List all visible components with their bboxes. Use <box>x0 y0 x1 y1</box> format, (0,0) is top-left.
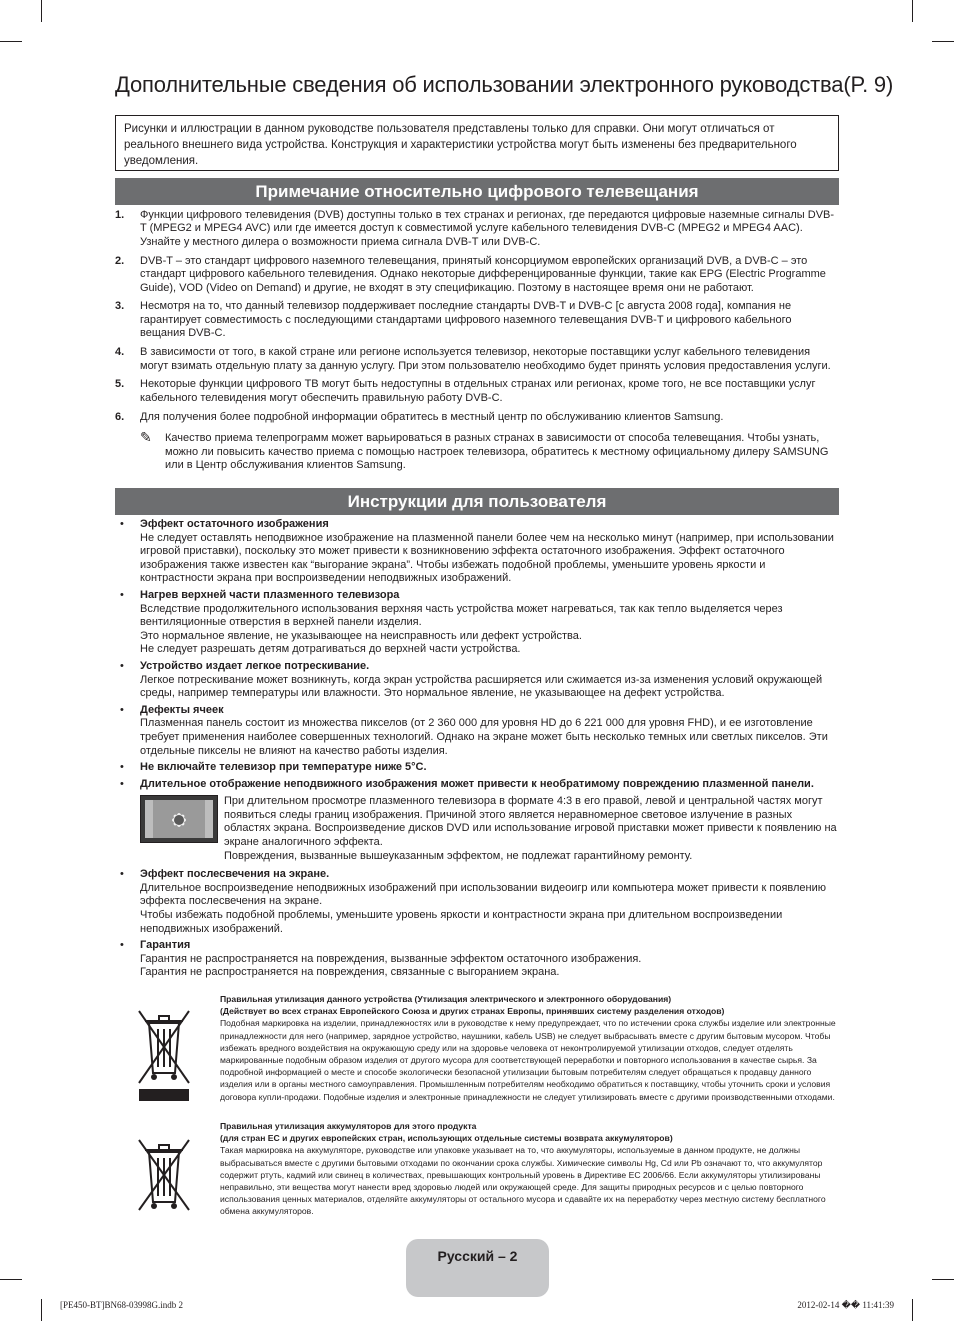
bullet-body: При длительном просмотре плазменного телевизора в формате 4:3 в его правой, левой и центральной частях могут появиться следы границ изображения. Причиной этого является неравномерное световое излучение в разных областях экрана. Воспроизведение дисков DVD или использование игровой приставки может привести к появлению на экране аналогичного эффекта. <box>224 795 837 849</box>
footer-timestamp: 2012-02-14 �� 11:41:39 <box>797 1300 894 1310</box>
bullet-icon: • <box>120 939 124 952</box>
section-heading-digital: Примечание относительно цифрового телевещания <box>115 178 839 205</box>
crop-mark <box>41 1299 42 1321</box>
note <box>115 429 839 472</box>
notice-box: Рисунки и иллюстрации в данном руководстве пользователя представлены только для справки. Они могут отличаться от реального внешнего вида устройства. Конструкция и характеристики устройства могут быть изменены без предварительного уведомления. <box>115 115 839 171</box>
item-number: 3. <box>115 300 125 313</box>
list-item <box>115 378 839 405</box>
page-number-tab: Русский – 2 <box>406 1239 549 1297</box>
pencil-icon: ✎ <box>140 429 152 446</box>
list-item <box>115 589 839 657</box>
battery-disposal-block <box>115 1120 839 1218</box>
bullet-icon: • <box>120 588 124 601</box>
list-item <box>115 660 839 701</box>
disposal-body: Подобная маркировка на изделии, принадлежностях или в руководстве к нему предупреждает, что по истечении срока службы изделие или электронные принадлежности для него (например, зарядное устройство, наушники, кабель USB) не следует выбрасывать вместе с другим бытовым мусором. Чтобы избежать вредного воздействия на окружающую среду или на здоровье человека от неконтролируемой утилизации отходов, следует отделять маркированные подобным образом изделия от другого мусора для соответствующей переработки и повторного использования в качестве сырья. За подробной информацией о месте и способе экологически безопасной утилизации бытовым потребителям следует обращаться к продавцу данного изделия или в органы местного самоуправления. Промышленным потребителям необходимо обратиться к поставщику, чтобы уточнить сроки и условия договора купли-продажи. Подобные изделия и электронные принадлежности не следует утилизировать вместе с другими производственными отходами. <box>220 1018 836 1102</box>
item-text: Некоторые функции цифрового ТВ могут быть недоступны в отдельных странах или регионах, кроме того, не все поставщики услуг кабельного телевидения могут обеспечить правильную работу DVB-C. <box>140 378 816 404</box>
note-text: Качество приема телепрограмм может варьироваться в разных странах в зависимости от способа телевещания. Чтобы узнать, можно ли повысить качество приема с помощью настроек телевизора, обратитесь к местному официальному дилеру SAMSUNG или в Центр обслуживания клиентов Samsung. <box>165 432 829 471</box>
list-item <box>115 939 839 980</box>
list-item <box>115 518 839 586</box>
bullet-body: Гарантия не распространяется на повреждения, вызванные эффектом остаточного изображения. <box>140 952 642 965</box>
list-item <box>115 300 839 340</box>
item-number: 5. <box>115 378 125 391</box>
item-text: Несмотря на то, что данный телевизор поддерживает последние стандарты DVB-T и DVB-C [с августа 2008 года], компания не гарантирует совместимость с последующими стандартами цифрового наземного телевещания DVB-T и цифрового кабельного вещания DVB-C. <box>140 300 792 340</box>
footer-file-info: [PE450-BT]BN68-03998G.indb 2 <box>60 1300 183 1310</box>
bullet-icon: • <box>120 868 124 881</box>
bullet-heading: Эффект остаточного изображения <box>140 518 329 530</box>
bullet-body: Длительное воспроизведение неподвижных изображений при использовании видеоигр или компьютера может привести к появлению эффекта послесвечения на экране. <box>140 881 827 908</box>
bullet-icon: • <box>120 659 124 672</box>
list-item <box>115 778 839 866</box>
bullet-icon: • <box>120 518 124 530</box>
instructions-list <box>115 518 839 983</box>
crop-mark <box>0 1279 22 1280</box>
bullet-body: Не следует оставлять неподвижное изображение на плазменной панели более чем на несколько минут (например, при использовании игровой приставки), поскольку это может привести к возникновению эффекта остаточного изображения. Эффект остаточного изображения также известен как “выгорание экрана”. Чтобы избежать подобной проблемы, уменьшите уровень яркости и контрастности экрана при воспроизведении неподвижных изображений. <box>140 531 834 585</box>
bullet-heading: Длительное отображение неподвижного изображения может привести к необратимому повреждению плазменной панели. <box>140 777 814 790</box>
crop-mark <box>912 1299 913 1321</box>
bullet-body: Это нормальное явление, не указывающее на неисправность или дефект устройства. <box>140 629 582 642</box>
disposal-title: Правильная утилизация данного устройства (Утилизация электрического и электронного оборудования) <box>220 994 672 1004</box>
list-item <box>115 704 839 758</box>
crop-mark <box>41 0 42 22</box>
disposal-subtitle: (для стран ЕС и других европейских стран, использующих отдельные системы возврата аккумуляторов) <box>220 1133 673 1144</box>
list-item <box>115 868 839 936</box>
bullet-icon: • <box>120 761 124 774</box>
bullet-body: Плазменная панель состоит из множества пикселов (от 2 360 000 для уровня HD до 6 221 000 для уровня FHD), и ее изготовление требует применения наиболее совершенных технологий. Однако на экране может быть несколько темных или светлых пикселов. Эти отдельные пикселы не влияют на качество работы изделия. <box>140 717 828 757</box>
bullet-heading: Нагрев верхней части плазменного телевизора <box>140 588 400 601</box>
crop-mark <box>932 1279 954 1280</box>
disposal-subtitle: (Действует во всех странах Европейского Союза и других странах Европы, принявших систему разделения отходов) <box>220 1006 725 1017</box>
item-text: Функции цифрового телевидения (DVB) доступны только в тех странах и регионах, где передаются цифровые наземные сигналы DVB-T (MPEG2 и MPEG4 AVC) или где имеется доступ к совместимой услуге кабельного телевидения DVB-C (MPEG2 и MPEG4 AAC). Узнайте у местного дилера о возможности приема сигнала DVB-T или DVB-C. <box>140 209 835 248</box>
image-row <box>115 795 839 865</box>
crossed-bin-icon <box>137 1130 191 1212</box>
crop-mark <box>912 0 913 22</box>
item-text: DVB-T – это стандарт цифрового наземного телевещания, принятый консорциумом европейских организаций DVB, а DVB-C – это стандарт цифрового кабельного телевидения. Однако некоторые дифференцированные функции, такие как EPG (Electric Programme Guide), VOD (Video on Demand) и другие, не входят в эту спецификацию. Поэтому в настоящее время они не работают. <box>140 254 826 294</box>
disposal-title: Правильная утилизация аккумуляторов для этого продукта <box>220 1121 477 1131</box>
bullet-icon: • <box>120 777 124 790</box>
list-item <box>115 346 839 373</box>
item-text: Для получения более подробной информации обратитесь в местный центр по обслуживанию клиентов Samsung. <box>140 410 724 423</box>
list-item <box>115 255 839 295</box>
bullet-body: Вследствие продолжительного использования верхняя часть устройства может нагреваться, так как тепло выделяется через вентиляционные отверстия в верхней панели изделия. <box>140 602 783 629</box>
section-heading-instructions: Инструкции для пользователя <box>115 488 839 515</box>
crop-mark <box>0 41 22 42</box>
tv-screen-image <box>140 795 218 843</box>
item-number: 2. <box>115 254 125 267</box>
disposal-body: Такая маркировка на аккумуляторе, руководстве или упаковке указывает на то, что аккумуляторы, используемые в данном продукте, не должны выбрасываться вместе с другими бытовыми отходами по окончании срока службы. Химические символы Hg, Cd или Pb означают то, что аккумулятор содержит ртуть, кадмий или свинец в количествах, превышающих контрольный уровень в Директиве ЕС 2006/66. Если аккумуляторы утилизированы неправильно, эти вещества могут нанести вред здоровью людей или окружающей среде. Для защиты природных ресурсов и с целью повторного использования ценных материалов, отделяйте аккумуляторы от остального мусора и сдавайте их на переработку через местную систему бесплатного обмена аккумуляторов. <box>220 1145 826 1217</box>
digital-notes-list <box>115 209 839 478</box>
weee-disposal-block <box>115 993 839 1103</box>
item-number: 1. <box>115 209 125 221</box>
list-item <box>115 761 839 775</box>
bullet-body: Чтобы избежать подобной проблемы, уменьшите уровень яркости и контрастности экрана при длительном воспроизведении неподвижных изображений. <box>140 909 783 935</box>
bullet-heading: Эффект послесвечения на экране. <box>140 868 330 881</box>
item-number: 6. <box>115 410 125 423</box>
page-title: Дополнительные сведения об использовании электронного руководства(P. 9) <box>115 72 894 97</box>
item-text: В зависимости от того, в какой стране или регионе используется телевизор, некоторые поставщики услуг кабельного телевидения могут взимать отдельную плату за данную услугу. При этом пользователю необходимо будет принять условия предоставления услуги. <box>140 346 831 372</box>
bullet-body: Повреждения, вызванные вышеуказанным эффектом, не подлежат гарантийному ремонту. <box>224 849 693 862</box>
bullet-heading: Гарантия <box>140 939 191 952</box>
item-number: 4. <box>115 346 125 359</box>
list-item <box>115 209 839 249</box>
list-item <box>115 411 839 473</box>
bullet-heading: Устройство издает легкое потрескивание. <box>140 659 370 672</box>
bullet-icon: • <box>120 703 124 716</box>
crossed-bin-icon <box>137 1001 191 1101</box>
bullet-heading: Дефекты ячеек <box>140 703 224 716</box>
bullet-body: Гарантия не распространяется на повреждения, связанные с выгоранием экрана. <box>140 966 560 979</box>
crop-mark <box>932 41 954 42</box>
bullet-body: Не следует разрешать детям дотрагиваться до верхней части устройства. <box>140 643 521 656</box>
bullet-heading: Не включайте телевизор при температуре ниже 5°C. <box>140 761 427 774</box>
bullet-body: Легкое потрескивание может возникнуть, когда экран устройства расширяется или сжимается из-за изменения условий окружающей среды, например температуры или влажности. Это нормальное явление, не указывающее на дефект устройства. <box>140 673 823 700</box>
